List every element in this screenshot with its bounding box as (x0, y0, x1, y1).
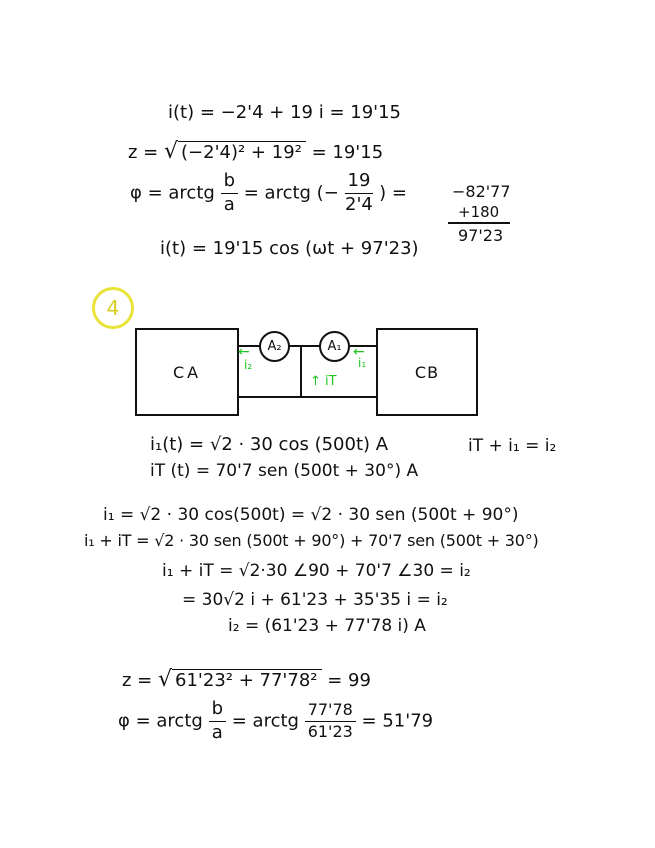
z-prefix: z = (128, 142, 164, 163)
eq-it-rectangular: i(t) = −2'4 + 19 i = 19'15 (168, 102, 401, 123)
deg-value: −82'77 (452, 182, 511, 201)
box-ca (135, 328, 239, 416)
phi2-result: = 51'79 (361, 710, 434, 732)
ammeter-a2 (259, 331, 290, 362)
phi2-prefix: φ = arctg (118, 710, 203, 732)
label-it: ↑ iT (310, 374, 337, 389)
box-cb-label: CB (414, 362, 440, 382)
deg-sum-rule (448, 222, 510, 224)
phi2-mid: = arctg (231, 710, 299, 732)
phi-prefix: φ = arctg (130, 182, 215, 204)
arrow-i2-icon: ← (238, 344, 250, 360)
phi-b: b (221, 172, 238, 194)
section-number-badge (92, 287, 134, 329)
ammeter-a2-label: A₂ (267, 339, 282, 354)
deg-add: +180 (458, 203, 500, 221)
z2-prefix: z = (122, 670, 158, 691)
eq-line-3: i₁ + iT = √2·30 ∠90 + 70'7 ∠30 = i₂ (162, 561, 471, 581)
phi-num: 19 (345, 172, 374, 194)
phi2-den: 61'23 (307, 721, 353, 741)
eq-phi-angle (130, 172, 407, 215)
eq-line-5: i₂ = (61'23 + 77'78 i) A (228, 616, 426, 636)
phi2-fraction-values (305, 702, 356, 741)
sqrt-sign-2: √ (157, 667, 173, 692)
phi-mid: = arctg (− (243, 182, 339, 204)
eq-z2-magnitude (122, 669, 371, 691)
phi-den: 2'4 (345, 193, 373, 215)
phi2-fraction-ba (209, 700, 226, 743)
phi-a: a (223, 193, 235, 215)
sqrt-sign: √ (163, 139, 179, 164)
label-i2: i₂ (244, 358, 253, 372)
eq-phi2-angle (118, 700, 433, 743)
eq-line-4: = 30√2 i + 61'23 + 35'35 i = i₂ (182, 590, 448, 610)
box-ca-label: CA (172, 362, 202, 382)
z2-radicand: 61'23² + 77'78² (172, 669, 321, 690)
label-i1: i₁ (358, 356, 367, 370)
phi-fraction-ba (221, 172, 238, 215)
eq-it-time: iT (t) = 70'7 sen (500t + 30°) A (150, 461, 419, 481)
deg-sum: 97'23 (458, 226, 504, 245)
eq-current-sum: iT + i₁ = i₂ (468, 436, 557, 456)
phi2-a: a (211, 721, 223, 743)
bottom-wire (237, 396, 376, 398)
middle-branch (300, 345, 302, 398)
section-number: 4 (106, 296, 120, 320)
eq-z-magnitude (128, 141, 383, 163)
eq-i1-time: i₁(t) = √2 · 30 cos (500t) A (150, 434, 389, 455)
phi-fraction-values (345, 172, 374, 215)
z-result: = 19'15 (305, 142, 384, 163)
z2-result: = 99 (321, 670, 371, 691)
z-radicand: (−2'4)² + 19² (178, 141, 306, 162)
box-cb (376, 328, 478, 416)
arrow-i1-icon: ← (353, 344, 365, 360)
phi2-num: 77'78 (305, 702, 356, 722)
eq-it-polar: i(t) = 19'15 cos (ωt + 97'23) (160, 238, 419, 259)
eq-line-1: i₁ = √2 · 30 cos(500t) = √2 · 30 sen (500t + 90°) (103, 505, 519, 525)
ammeter-a1 (319, 331, 350, 362)
ammeter-a1-label: A₁ (327, 339, 342, 354)
eq-line-2: i₁ + iT = √2 · 30 sen (500t + 90°) + 70'7 sen (500t + 30°) (84, 531, 539, 550)
phi2-b: b (209, 700, 226, 722)
phi-close: ) = (379, 182, 407, 204)
